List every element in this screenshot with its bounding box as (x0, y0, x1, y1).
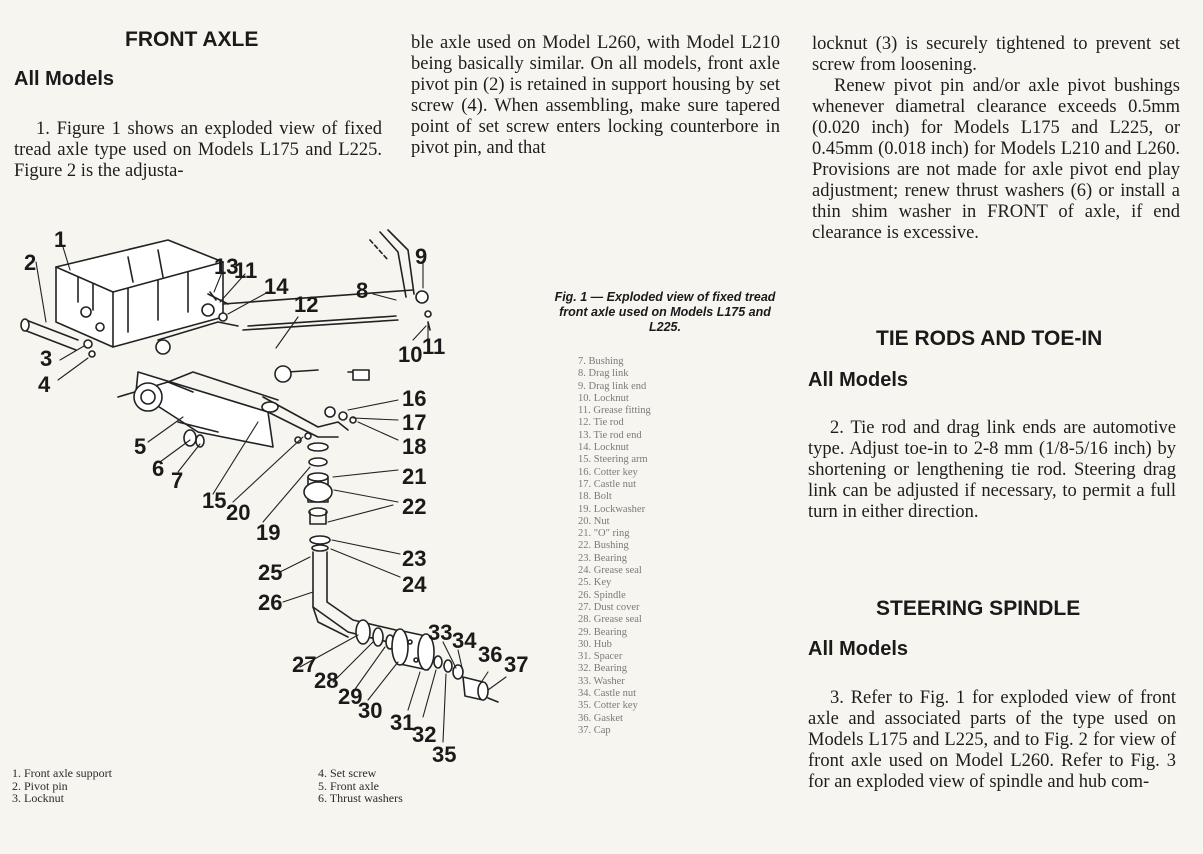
callout-26: 26 (258, 590, 283, 615)
callout-36: 36 (478, 642, 503, 667)
renew-pivot-text: Renew pivot pin and/or axle pivot bushings whenever diametral clearance exceeds 0.5mm (0.020 inch) for Models L175 and L225, or 0.45mm (0.018 inch) for Models L210 and L260. Provisions are not made for axle pivot end play adjustment; renew thrust washers (6) or install a thin shim washer in FRONT of axle, if end clearance is excessive. (812, 76, 1180, 243)
section-title-front-axle: FRONT AXLE (125, 28, 259, 51)
callout-12: 12 (294, 292, 319, 317)
callout-19: 19 (256, 520, 281, 545)
legend-item: 14. Locknut (578, 442, 629, 454)
legend-item: 32. Bearing (578, 663, 627, 675)
callout-32: 32 (412, 722, 437, 747)
callout-29: 29 (338, 684, 363, 709)
legend-item: 4. Set screw (318, 766, 377, 780)
legend-item: 31. Spacer (578, 651, 623, 663)
exploded-axle-diagram (18, 222, 548, 767)
callout-10: 10 (398, 342, 423, 367)
legend-item: 2. Pivot pin (12, 778, 68, 793)
legend-item: 3. Locknut (12, 791, 64, 805)
legend-item: 15. Steering arm (578, 454, 648, 466)
callout-5: 5 (134, 434, 147, 459)
paragraph-continued (411, 33, 780, 159)
callout-7: 7 (171, 468, 184, 493)
legend-item: 35. Cotter key (578, 700, 638, 712)
subtitle-all-models-3: All Models (808, 638, 909, 660)
legend-item: 5. Front axle (318, 778, 379, 793)
legend-item: 16. Cotter key (578, 466, 638, 478)
legend-item: 34. Castle nut (578, 688, 637, 700)
paragraph-front-axle (14, 119, 382, 182)
locknut-text: locknut (3) is securely tightened to prevent set screw from loosening. (812, 34, 1180, 75)
legend-item: 12. Tie rod (578, 417, 624, 429)
legend-item: 20. Nut (578, 515, 610, 527)
callout-37: 37 (504, 652, 529, 677)
legend-item: 6. Thrust washers (318, 791, 403, 805)
callout-33: 33 (428, 620, 453, 645)
callout-21: 21 (402, 464, 427, 489)
callout-1: 1 (54, 227, 67, 252)
callout-3: 3 (40, 346, 53, 371)
callout-35: 35 (432, 742, 457, 767)
paragraph-locknut (812, 34, 1180, 244)
callout-24: 24 (402, 572, 427, 597)
callout-15: 15 (202, 488, 227, 513)
callout-20: 20 (226, 500, 251, 525)
legend-item: 21. "O" ring (578, 528, 630, 540)
callout-17: 17 (402, 410, 427, 435)
subtitle-all-models-1: All Models (14, 68, 115, 90)
legend-item: 11. Grease fitting (578, 405, 651, 417)
callout-23: 23 (402, 546, 427, 571)
legend-item: 25. Key (578, 577, 612, 589)
callout-11a: 11 (422, 334, 446, 359)
callout-13: 13 (214, 254, 239, 279)
paragraph-1-text: 1. Figure 1 shows an exploded view of fixed tread axle type used on Models L175 and L225. Figure 2 is the adjusta- (14, 119, 382, 181)
legend-item: 37. Cap (578, 724, 611, 736)
legend-item: 26. Spindle (578, 589, 626, 601)
legend-item: 8. Drag link (578, 368, 629, 380)
legend-item: 10. Locknut (578, 392, 629, 404)
callout-22: 22 (402, 494, 427, 519)
figure-legend-bottom-mid (318, 767, 403, 805)
callout-4: 4 (38, 372, 51, 397)
steering-spindle-text: 3. Refer to Fig. 1 for exploded view of front axle and associated parts of the type used on Models L175 and L225, and to Fig. 2 for view of front axle used on Model L260. Refer to Fig. 3 for an exploded view of spindle and hub com- (808, 688, 1176, 792)
callout-9: 9 (415, 244, 428, 269)
paragraph-steering-spindle (808, 688, 1176, 793)
legend-item: 23. Bearing (578, 552, 627, 564)
figure-caption: Fig. 1 — Exploded view of fixed tread front axle used on Models L175 and L225. (554, 290, 776, 334)
legend-item: 30. Hub (578, 638, 612, 650)
figure-legend-parts (578, 356, 718, 737)
callout-27: 27 (292, 652, 317, 677)
tie-rods-text: 2. Tie rod and drag link ends are automotive type. Adjust toe-in to 2-8 mm (1/8-5/16 inch) by shortening or lengthening tie rod. Steering drag link can be adjusted if necessary, to permit a full turn in either direction. (808, 418, 1176, 522)
callout-28: 28 (314, 668, 339, 693)
legend-item: 29. Bearing (578, 626, 627, 638)
callout-8: 8 (356, 278, 369, 303)
legend-item: 36. Gasket (578, 712, 623, 724)
callout-34: 34 (452, 628, 477, 653)
callout-31: 31 (390, 710, 415, 735)
legend-item: 27. Dust cover (578, 601, 640, 613)
legend-item: 22. Bushing (578, 540, 629, 552)
legend-item: 1. Front axle support (12, 766, 112, 780)
section-title-tie-rods: TIE RODS AND TOE-IN (876, 327, 1103, 350)
legend-item: 17. Castle nut (578, 478, 637, 490)
figure-legend-bottom-left (12, 767, 112, 805)
paragraph-tie-rods (808, 418, 1176, 523)
front-axle-support-shape (56, 240, 223, 347)
section-title-steering-spindle: STEERING SPINDLE (876, 597, 1081, 620)
paragraph-2-text: ble axle used on Model L260, with Model L210 being basically similar. On all models, front axle pivot pin (2) is retained in support housing by set screw (4). When assembling, make sure tapered point of set screw enters locking counterbore in pivot pin, and that (411, 33, 780, 158)
callout-2: 2 (24, 250, 37, 275)
legend-item: 19. Lockwasher (578, 503, 646, 515)
callout-18: 18 (402, 434, 427, 459)
legend-item: 13. Tie rod end (578, 429, 642, 441)
legend-item: 18. Bolt (578, 491, 612, 503)
legend-item: 7. Bushing (578, 356, 624, 367)
callout-14: 14 (264, 274, 289, 299)
subtitle-all-models-2: All Models (808, 369, 909, 391)
legend-item: 9. Drag link end (578, 380, 647, 392)
callout-16: 16 (402, 386, 427, 411)
callout-25: 25 (258, 560, 283, 585)
callout-6: 6 (152, 456, 165, 481)
legend-item: 28. Grease seal (578, 614, 642, 626)
callout-30: 30 (358, 698, 383, 723)
legend-item: 24. Grease seal (578, 565, 642, 577)
callout-11b: 11 (234, 258, 258, 283)
legend-item: 33. Washer (578, 675, 625, 687)
